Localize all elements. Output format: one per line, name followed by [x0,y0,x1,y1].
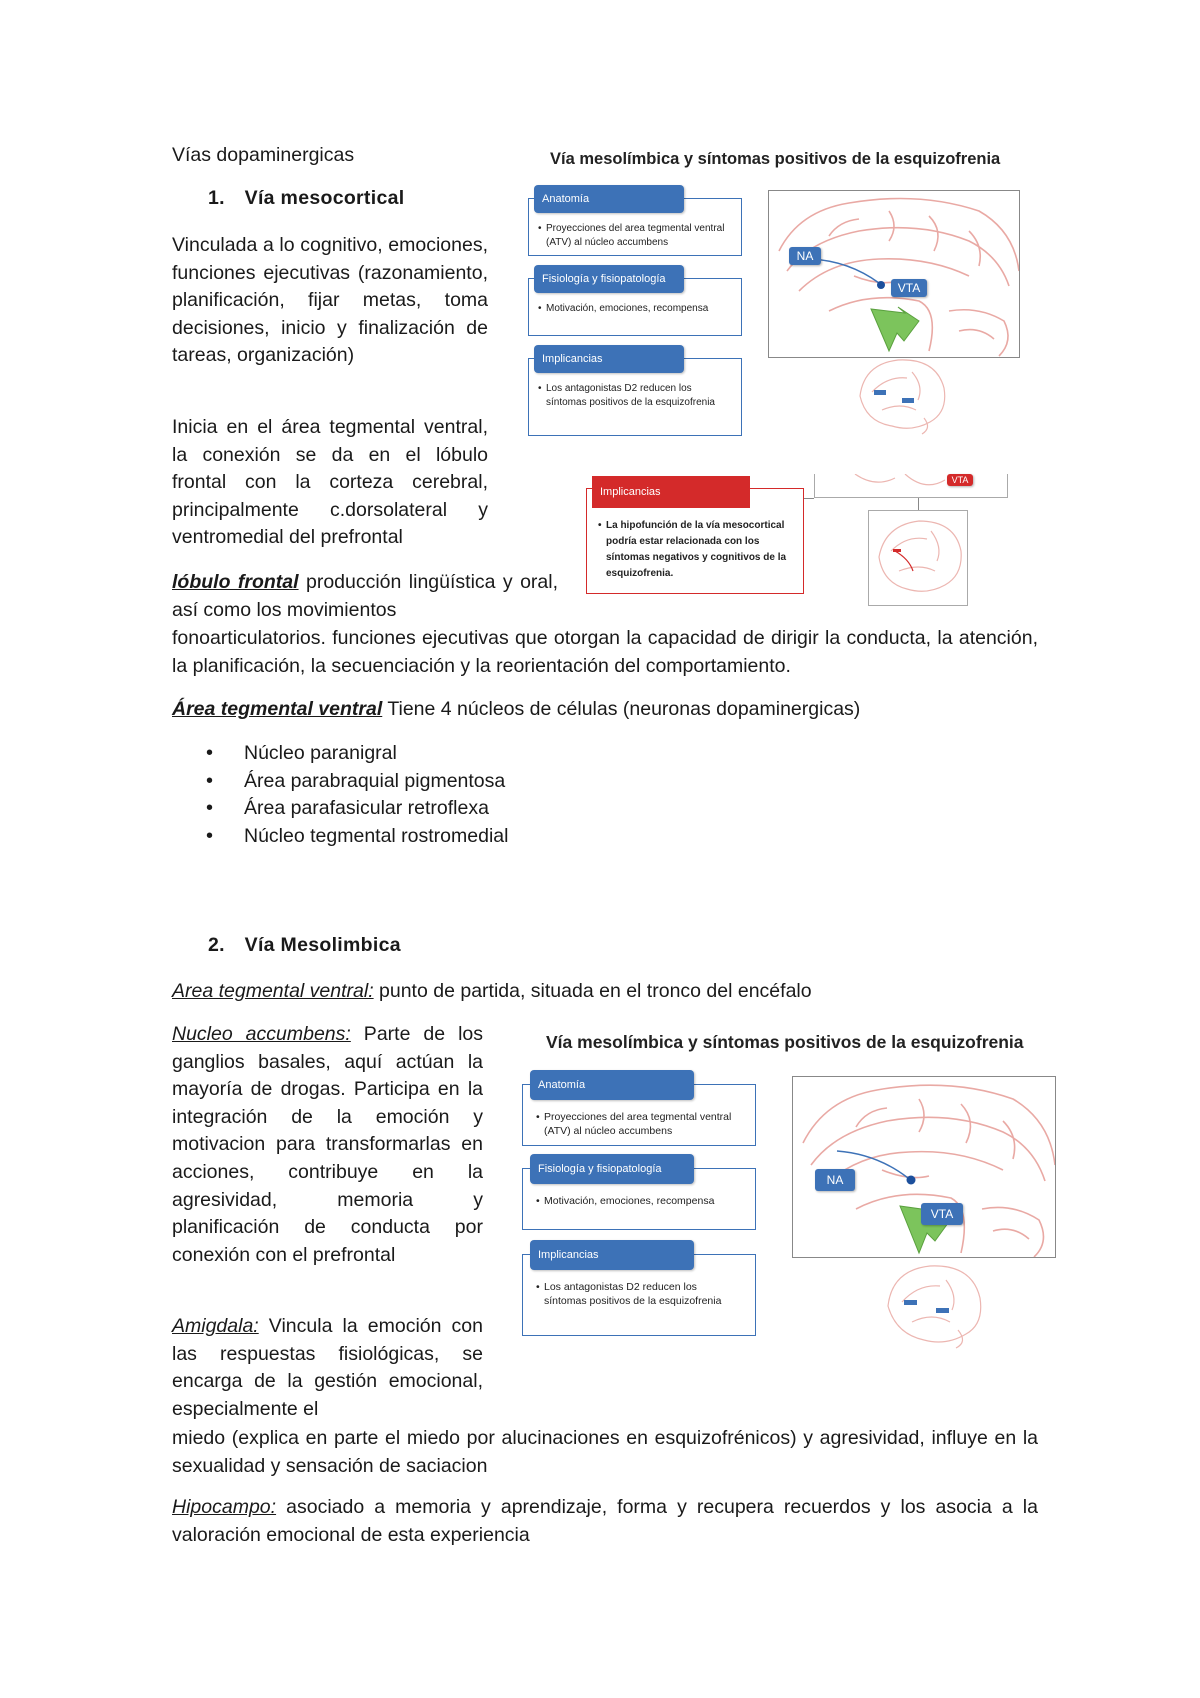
physiology-tab: Fisiología y fisiopatología [534,265,684,293]
frontal-lobe-term: lóbulo frontal [172,571,299,593]
physiology-body: • Motivación, emociones, recompensa [544,1194,749,1208]
amygdala-text-a: Vincula la emoción con las respuestas fisiológicas, se encarga de la gestión emocional, especialmente el [172,1315,483,1420]
na-term: Nucleo accumbens: [172,1023,351,1045]
frontal-lobe-paragraph-a [172,569,558,624]
nuclei-list [172,740,772,850]
vta-label: VTA [891,279,927,297]
hippocampus-text: asociado a memoria y aprendizaje, forma y recupera recuerdos y los asocia a la valoración emocional de esta experiencia [172,1496,1038,1546]
implications-body: • Los antagonistas D2 reducen los síntomas positivos de la esquizofrenia [546,382,726,410]
vta-red-label: VTA [947,474,973,486]
na-paragraph [172,1021,483,1269]
physiology-body: • Motivación, emociones, recompensa [546,302,736,316]
na-label: NA [815,1169,855,1191]
atv-term: Área tegmental ventral [172,698,383,720]
s2-atv-text: punto de partida, situada en el tronco del encéfalo [373,980,812,1002]
brain-sagittal-frame [768,190,1020,358]
amygdala-term: Amigdala: [172,1315,259,1337]
section-1-paragraph-2-text: Inicia en el área tegmental ventral, la conexión se da en el lóbulo frontal con la corteza cerebral, principalmente c.dorsolateral y ventromedial del prefrontal [172,416,488,549]
implications-tab: Implicancias [530,1240,694,1270]
anatomy-tab: Anatomía [534,185,684,213]
brain-thumbnail-icon [869,511,969,607]
anatomy-tab: Anatomía [530,1070,694,1100]
document-title: Vías dopaminergicas [172,144,355,166]
figure-mesocortical [578,474,1014,614]
section-1-heading: 1. Vía mesocortical [208,187,405,209]
anatomy-body: • Proyecciones del area tegmental ventral (ATV) al núcleo accumbens [546,222,736,250]
anatomy-body: • Proyecciones del area tegmental ventral (ATV) al núcleo accumbens [544,1110,749,1138]
amygdala-paragraph-a [172,1313,483,1423]
frontal-lobe-paragraph-b: fonoarticulatorios. funciones ejecutivas que otorgan la capacidad de dirigir la conducta, la atención, la planificación, la secuenciación y la reorientación del comportamiento. [172,627,1038,677]
frontal-lobe-text-a: producción lingüística y oral, así como los movimientos [172,571,558,621]
hippocampus-paragraph [172,1494,1038,1549]
physiology-tab: Fisiología y fisiopatología [530,1154,694,1184]
section-2-heading: 2. Vía Mesolimbica [208,934,401,956]
brain-thumbnail-icon [880,1258,990,1350]
brain-sagittal-icon [793,1077,1056,1258]
na-text: Parte de los ganglios basales, aquí actúan la mayoría de drogas. Participa en la integración de la emoción y motivacion para transformarlas en acciones, contribuye en la agresividad, memoria y planificación de conducta por conexión con el prefrontal [172,1023,483,1266]
brain-sagittal-icon [769,191,1020,358]
implications-tab: Implicancias [534,345,684,373]
section-1-paragraph-2 [172,414,488,552]
red-implications-tab: Implicancias [592,476,750,508]
partial-brain-frame [814,474,1008,498]
s2-atv-paragraph [172,978,1072,1006]
list-item: • Área parabraquial pigmentosa [172,768,772,796]
brain-thumbnail-icon [852,352,952,436]
brain-thumbnail-frame [868,510,968,606]
s2-atv-term: Area tegmental ventral: [172,980,374,1002]
na-label: NA [789,247,821,265]
brain-sagittal-frame [792,1076,1056,1258]
figure-mesolimbic-2 [518,1022,1060,1352]
atv-paragraph [172,696,1072,724]
brain-partial-icon [815,474,1009,498]
amygdala-paragraph-b: miedo (explica en parte el miedo por alucinaciones en esquizofrénicos) y agresividad, influye en la sexualidad y sensación de saciacion [172,1427,1038,1477]
connector-line [804,498,814,499]
section-1-paragraph-1: Vinculada a lo cognitivo, emociones, funciones ejecutivas (razonamiento, planificación, fijar metas, toma decisiones, inicio y finalización de tareas, organización) [172,234,488,367]
implications-body: • Los antagonistas D2 reducen los síntomas positivos de la esquizofrenia [544,1280,740,1308]
red-implications-body: • La hipofunción de la vía mesocortical podría estar relacionada con los síntomas negativos y cognitivos de la esquizofrenia. [606,518,802,582]
hippocampus-term: Hipocampo: [172,1496,277,1518]
figure-mesolimbic-1 [522,140,1032,440]
atv-text: Tiene 4 núcleos de células (neuronas dopaminergicas) [382,698,861,720]
figure-title: Vía mesolímbica y síntomas positivos de la esquizofrenia [550,150,1001,168]
figure-title: Vía mesolímbica y síntomas positivos de la esquizofrenia [546,1032,1024,1052]
list-item: • Núcleo tegmental rostromedial [172,823,772,851]
list-item: • Núcleo paranigral [172,740,772,768]
list-item: • Área parafasicular retroflexa [172,795,772,823]
vta-label: VTA [921,1203,963,1225]
